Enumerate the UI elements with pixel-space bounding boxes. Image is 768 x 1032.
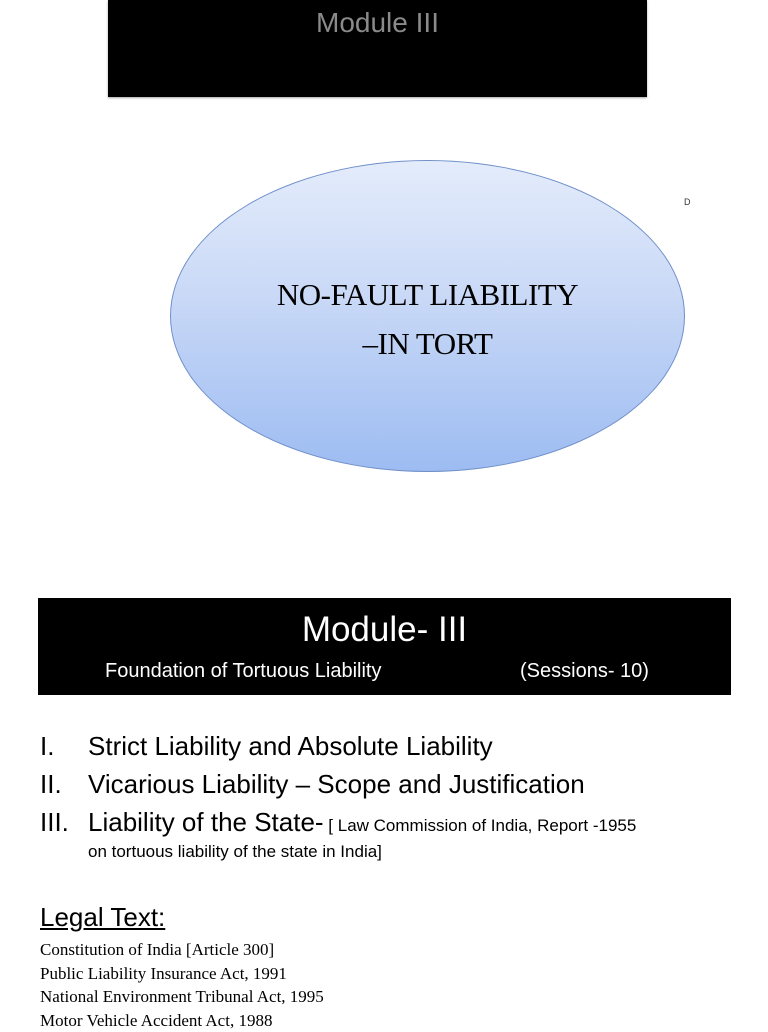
list-item-number: II. [40, 769, 62, 800]
slide1-header [108, 0, 647, 97]
list-item [40, 765, 750, 803]
slide1-title: Module III [108, 7, 647, 39]
list-item-note: [ Law Commission of India, Report -1955 [324, 816, 637, 835]
oval-text [170, 270, 685, 368]
list-item-number: III. [40, 807, 69, 838]
legal-item: Constitution of India [Article 300] [40, 938, 324, 962]
slide2-subtitle: Foundation of Tortuous Liability [105, 660, 381, 683]
legal-text-heading: Legal Text: [40, 902, 165, 933]
list-item-text: Strict Liability and Absolute Liability [88, 731, 493, 762]
list-item [40, 727, 750, 765]
list-item-text: Liability of the State- [88, 807, 324, 837]
oval-text-line2: –IN TORT [170, 319, 685, 368]
list-item-number: I. [40, 731, 54, 762]
list-item-text: Vicarious Liability – Scope and Justification [88, 769, 585, 800]
list-item-text-wrap [88, 807, 636, 838]
slide2-header [38, 598, 731, 695]
legal-text-list [40, 938, 324, 1032]
slide2-sessions: (Sessions- 10) [520, 660, 649, 683]
list-item-note-continued: on tortuous liability of the state in India] [88, 842, 382, 862]
topic-list [40, 727, 750, 841]
stray-mark: D [684, 197, 691, 207]
oval-text-line1: NO-FAULT LIABILITY [170, 270, 685, 319]
legal-item: National Environment Tribunal Act, 1995 [40, 985, 324, 1009]
legal-item: Public Liability Insurance Act, 1991 [40, 962, 324, 986]
legal-item: Motor Vehicle Accident Act, 1988 [40, 1009, 324, 1032]
list-item [40, 803, 750, 841]
slide2-title: Module- III [38, 610, 731, 650]
